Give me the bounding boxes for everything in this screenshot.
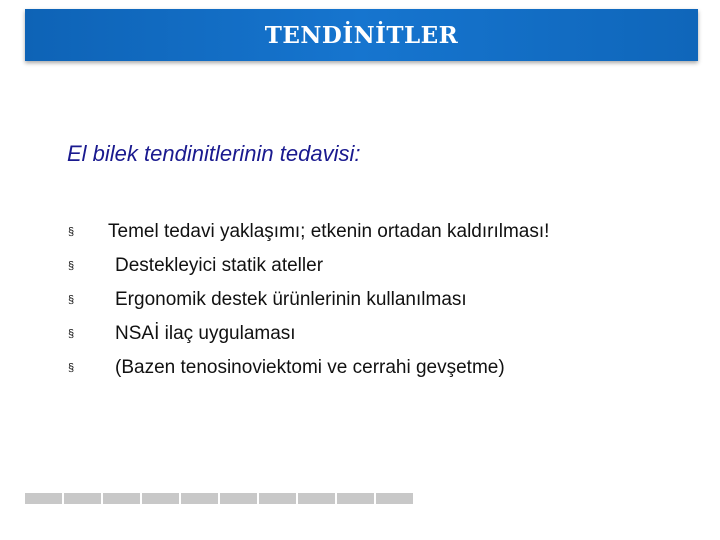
- footer-segment: [298, 493, 335, 504]
- bullet-icon: §: [68, 294, 75, 306]
- footer-segment: [181, 493, 218, 504]
- footer-segment: [376, 493, 413, 504]
- bullet-text: Temel tedavi yaklaşımı; etkenin ortadan kaldırılması!: [108, 221, 550, 242]
- bullet-icon: §: [68, 260, 75, 272]
- bullet-text: Destekleyici statik ateller: [115, 255, 324, 276]
- bullet-text: Ergonomik destek ürünlerinin kullanılması: [115, 289, 467, 310]
- slide-subtitle: El bilek tendinitlerinin tedavisi:: [67, 141, 361, 166]
- footer-segment: [25, 493, 62, 504]
- footer-segment: [337, 493, 374, 504]
- footer-segment: [64, 493, 101, 504]
- slide-title: TENDİNİTLER: [264, 21, 459, 49]
- bullet-icon: §: [68, 362, 75, 374]
- footer-segment: [220, 493, 257, 504]
- bullet-text: NSAİ ilaç uygulaması: [115, 323, 296, 344]
- footer-segment: [259, 493, 296, 504]
- footer-segment: [142, 493, 179, 504]
- footer-segment: [103, 493, 140, 504]
- bullet-icon: §: [68, 226, 75, 238]
- footer-bar: [25, 493, 413, 504]
- bullet-text: (Bazen tenosinoviektomi ve cerrahi gevşetme): [115, 357, 505, 378]
- bullet-icon: §: [68, 328, 75, 340]
- title-bar: [25, 9, 698, 61]
